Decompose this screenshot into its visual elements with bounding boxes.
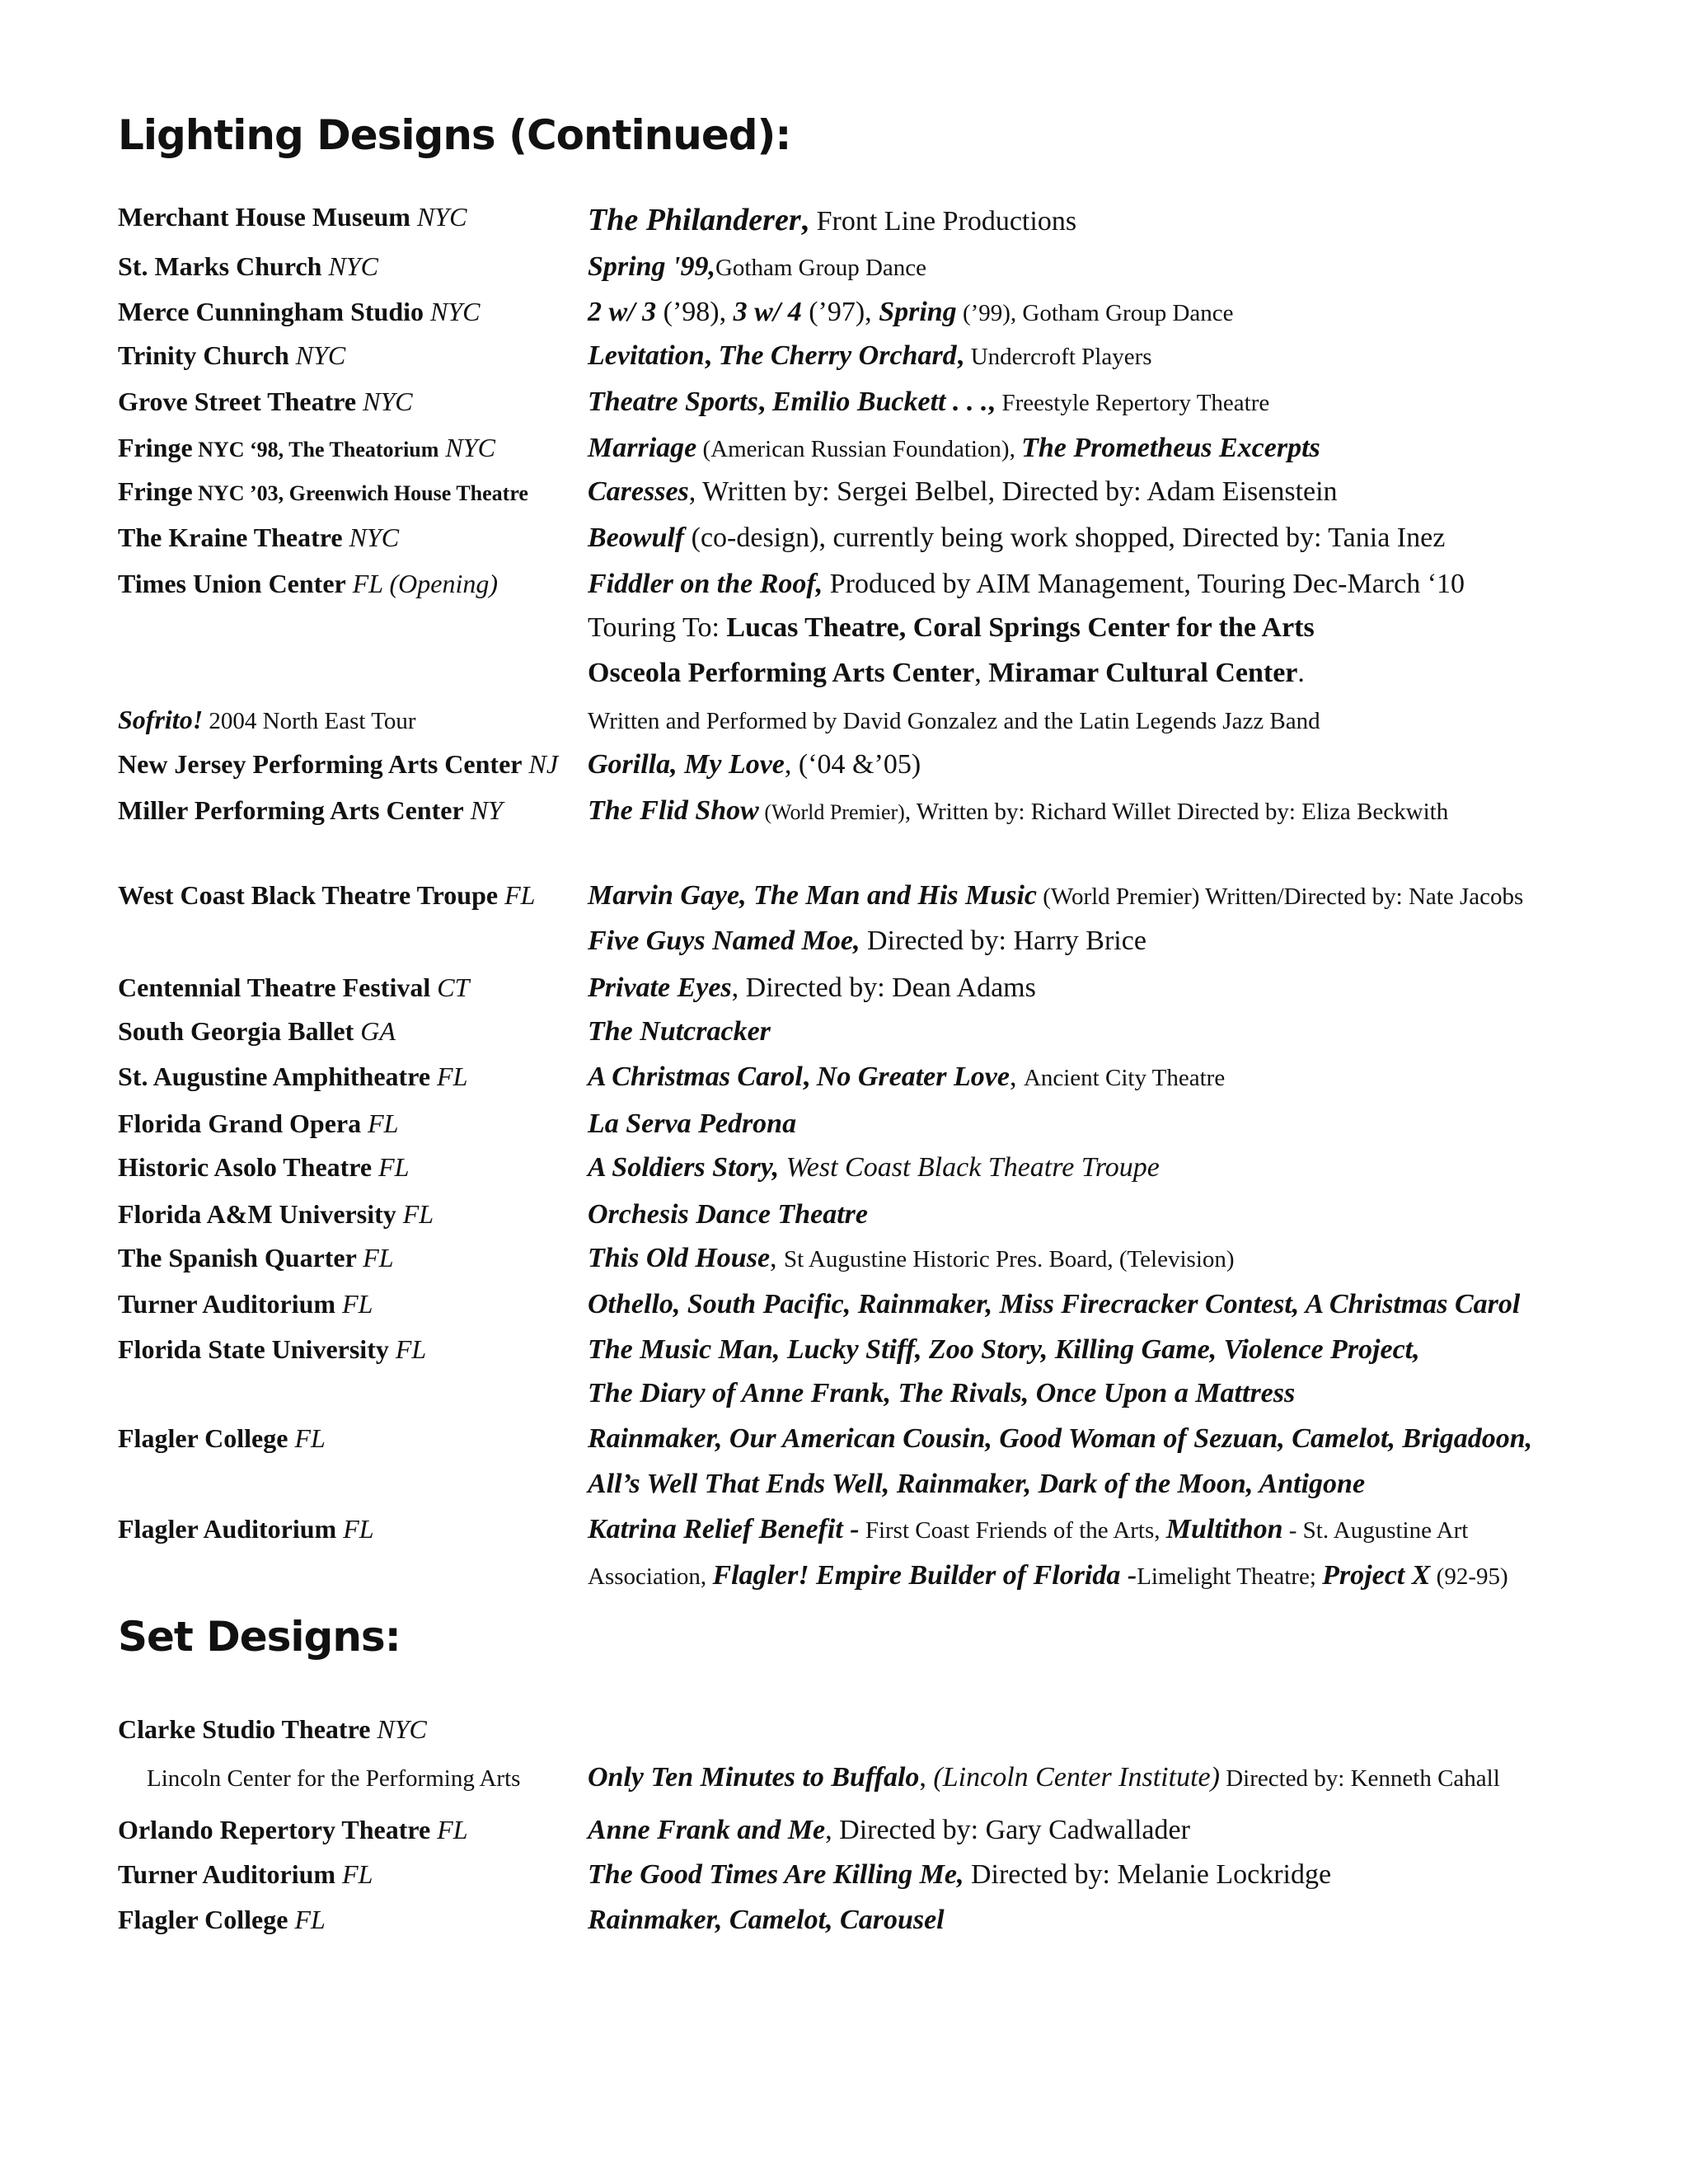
venue <box>118 251 378 282</box>
venue-location: NYC <box>363 387 413 416</box>
credit-text: , <box>974 658 989 688</box>
production-credits <box>588 387 1269 418</box>
credit-row <box>0 1016 1688 1057</box>
venue <box>118 972 469 1003</box>
credit-row <box>0 340 1688 382</box>
venue-name: Centennial Theatre Festival <box>118 972 431 1002</box>
venue-detail: NYC ‘98, The Theatorium <box>192 438 439 462</box>
credit-row <box>0 1859 1688 1900</box>
venue <box>118 880 535 911</box>
credit-row <box>0 433 1688 474</box>
credit-text: Only Ten Minutes to Buffalo <box>588 1762 920 1793</box>
credit-row <box>0 926 1688 967</box>
credit-text: First Coast Friends of the Arts, <box>859 1517 1166 1544</box>
venue-name: Turner Auditorium <box>118 1289 336 1319</box>
credit-text: , Written by: Sergei Belbel, Directed by: Adam Eisenstein <box>688 476 1338 507</box>
production-credits <box>588 658 1305 689</box>
venue-location: NYC <box>349 523 400 552</box>
credit-row <box>0 1714 1688 1755</box>
venue-location: FL <box>368 1108 399 1138</box>
credit-text: Limelight Theatre; <box>1137 1563 1323 1590</box>
venue <box>118 1859 373 1890</box>
venue-name: Historic Asolo Theatre <box>118 1152 373 1182</box>
set-designs-heading: Set Designs: <box>118 1613 401 1661</box>
credit-text: Ancient City Theatre <box>1023 1065 1226 1091</box>
venue <box>118 1815 468 1845</box>
credit-text: No Greater Love <box>816 1062 1010 1092</box>
credit-text: The Flid Show <box>588 795 759 826</box>
venue <box>118 433 495 463</box>
credit-text: . <box>1297 658 1305 688</box>
venue <box>118 569 498 599</box>
venue-location: FL <box>437 1815 468 1844</box>
credit-row <box>0 523 1688 564</box>
lighting-designs-heading: Lighting Designs (Continued): <box>118 111 791 159</box>
production-credits <box>588 795 1448 827</box>
production-credits <box>588 1560 1508 1591</box>
credit-row <box>0 1289 1688 1330</box>
production-credits <box>588 972 1036 1004</box>
credit-row <box>0 1334 1688 1376</box>
credit-row <box>0 880 1688 921</box>
credit-text: , Directed by: Gary Cadwallader <box>825 1815 1190 1845</box>
credit-text: Theatre Sports <box>588 387 758 417</box>
credit-text: (’97), <box>801 297 879 327</box>
venue-location: CT <box>437 972 470 1002</box>
credit-text: , <box>704 340 719 371</box>
venue-name: New Jersey Performing Arts Center <box>118 749 523 779</box>
credit-text: , <box>1009 1062 1024 1092</box>
credit-text: Private Eyes <box>588 972 732 1003</box>
venue <box>118 1062 467 1092</box>
credit-row <box>0 972 1688 1014</box>
credit-text: Directed by: Harry Brice <box>860 926 1146 956</box>
production-credits <box>588 1062 1225 1093</box>
credit-text: A Soldiers Story, <box>588 1152 780 1183</box>
venue-location: NYC <box>377 1714 427 1744</box>
venue <box>118 1289 373 1319</box>
venue-name: West Coast Black Theatre Troupe <box>118 880 499 910</box>
venue-name: Merchant House Museum <box>118 202 410 232</box>
credit-text: Freestyle Repertory Theatre <box>1001 390 1270 416</box>
production-credits <box>588 1859 1331 1891</box>
venue-location: NY <box>470 795 503 825</box>
venue-location: FL <box>294 1905 326 1934</box>
venue-name: Florida State University <box>118 1334 389 1364</box>
venue-name: Florida Grand Opera <box>118 1108 362 1138</box>
production-credits <box>588 569 1465 600</box>
credit-text: Five Guys Named Moe, <box>588 926 860 956</box>
venue-location: FL <box>402 1199 434 1229</box>
credit-text: Othello, South Pacific, Rainmaker, Miss Firecracker Contest, A Christmas Carol <box>588 1289 1521 1319</box>
production-credits <box>588 1334 1420 1366</box>
venue-location: NYC <box>416 202 467 232</box>
credit-row <box>0 795 1688 837</box>
credit-text: Touring To: <box>588 612 727 643</box>
venue-location: NYC <box>328 251 378 281</box>
credit-row <box>0 1378 1688 1419</box>
venue <box>118 705 416 735</box>
credit-text: Marvin Gaye, The Man and His Music <box>588 880 1037 911</box>
credit-text: The Philanderer <box>588 203 801 237</box>
credit-row <box>0 1762 1688 1803</box>
credit-row <box>0 202 1688 243</box>
credit-text: Anne Frank and Me <box>588 1815 826 1845</box>
credit-text: Flagler! Empire Builder of Florida - <box>712 1560 1137 1591</box>
credit-text: , <box>757 387 772 417</box>
venue-name: Florida A&M University <box>118 1199 396 1229</box>
credit-text: Association, <box>588 1563 713 1590</box>
credit-text: Levitation <box>588 340 705 371</box>
credit-row <box>0 1815 1688 1856</box>
credit-row <box>0 612 1688 654</box>
production-credits <box>588 926 1146 957</box>
venue-location: FL <box>342 1289 373 1319</box>
venue-name: Clarke Studio Theatre <box>118 1714 371 1744</box>
venue <box>118 340 345 371</box>
credit-text: Lucas Theatre, Coral Springs Center for the Arts <box>726 612 1315 643</box>
venue-name: Flagler College <box>118 1905 288 1934</box>
venue-name: Trinity Church <box>118 340 289 370</box>
venue-location: GA <box>360 1016 396 1046</box>
credit-text: The Music Man, Lucky Stiff, Zoo Story, Killing Game, Violence Project, <box>588 1334 1420 1365</box>
production-credits <box>588 1514 1468 1545</box>
credit-text: Caresses <box>588 476 689 507</box>
credit-text: Osceola Performing Arts Center <box>588 658 975 688</box>
credit-row <box>0 1423 1688 1465</box>
venue <box>118 795 503 826</box>
venue-name: Fringe <box>118 476 193 506</box>
production-credits <box>588 1108 796 1140</box>
production-credits <box>588 1152 1160 1183</box>
credit-text: Produced by AIM Management, Touring Dec-March ‘10 <box>823 569 1465 599</box>
production-credits <box>588 297 1234 328</box>
credit-text: The Prometheus Excerpts <box>1021 433 1320 463</box>
venue-name: 2004 North East Tour <box>203 708 416 734</box>
credit-text: Project X <box>1322 1560 1431 1591</box>
venue <box>147 1762 520 1793</box>
venue-location: NYC <box>430 297 481 326</box>
production-credits <box>588 1016 771 1047</box>
venue-location: NYC <box>295 340 346 370</box>
venue-name: Merce Cunningham Studio <box>118 297 424 326</box>
venue <box>118 1905 326 1935</box>
production-credits <box>588 1289 1520 1320</box>
credit-text: Miramar Cultural Center <box>988 658 1298 688</box>
production-credits <box>588 1469 1365 1500</box>
credit-text: Katrina Relief Benefit - <box>588 1514 860 1544</box>
credit-text: Orchesis Dance Theatre <box>588 1199 868 1230</box>
venue-location: FL <box>504 880 536 910</box>
credit-text: , <box>802 1062 817 1092</box>
production-credits <box>588 202 1076 238</box>
venue-location: FL <box>378 1152 410 1182</box>
credit-text: Spring '99, <box>588 251 715 282</box>
credit-row <box>0 387 1688 428</box>
venue-name: St. Augustine Amphitheatre <box>118 1062 431 1091</box>
venue-location: NYC <box>445 433 495 462</box>
credit-text: , Written by: Richard Willet Directed by: Eliza Beckwith <box>904 799 1449 825</box>
credit-text: 3 w/ 4 <box>733 297 802 327</box>
venue-name: Sofrito! <box>118 705 204 734</box>
venue-location: FL <box>343 1514 374 1544</box>
production-credits <box>588 1762 1500 1793</box>
credit-text: Directed by: Melanie Lockridge <box>964 1859 1332 1890</box>
credit-text: Directed by: Kenneth Cahall <box>1219 1765 1500 1792</box>
venue <box>118 1243 394 1273</box>
production-credits <box>588 433 1320 464</box>
credit-text: (American Russian Foundation), <box>696 436 1022 462</box>
credit-row <box>0 1243 1688 1284</box>
venue-location: FL <box>437 1062 468 1091</box>
production-credits <box>588 1243 1235 1274</box>
credit-text: Beowulf <box>588 523 685 553</box>
venue-location: FL <box>294 1423 326 1453</box>
venue-location: FL <box>342 1859 373 1889</box>
venue-name: Grove Street Theatre <box>118 387 357 416</box>
credit-text: Front Line Productions <box>816 206 1077 237</box>
credit-row <box>0 705 1688 746</box>
credit-text: Rainmaker, Camelot, Carousel <box>588 1905 945 1935</box>
credit-text: Written and Performed by David Gonzalez and the Latin Legends Jazz Band <box>588 708 1320 734</box>
credit-row <box>0 1514 1688 1555</box>
credit-row <box>0 1905 1688 1946</box>
production-credits <box>588 476 1338 508</box>
credit-text: (Lincoln Center Institute) <box>933 1762 1220 1793</box>
venue <box>118 1152 409 1183</box>
venue-name: Orlando Repertory Theatre <box>118 1815 431 1844</box>
credit-text: Gotham Group Dance <box>715 255 927 281</box>
venue <box>118 387 413 417</box>
venue-name: Turner Auditorium <box>118 1859 336 1889</box>
venue <box>118 1199 434 1230</box>
credit-text: (World Premier) Written/Directed by: Nate Jacobs <box>1037 883 1524 910</box>
credit-row <box>0 1062 1688 1103</box>
credit-row <box>0 476 1688 518</box>
credit-text: The Diary of Anne Frank, The Rivals, Once Upon a Mattress <box>588 1378 1296 1408</box>
credit-text: A Christmas Carol <box>588 1062 803 1092</box>
credit-text: The Cherry Orchard <box>718 340 957 371</box>
venue-location: FL (Opening) <box>352 569 499 598</box>
production-credits <box>588 705 1320 736</box>
production-credits <box>588 1815 1190 1846</box>
production-credits <box>588 1199 868 1230</box>
credit-text: The Nutcracker <box>588 1016 771 1047</box>
venue-name: Miller Performing Arts Center <box>118 795 464 825</box>
venue <box>118 1714 427 1745</box>
credit-row <box>0 1560 1688 1601</box>
credit-text: , <box>956 340 971 371</box>
credit-text: Emilio Buckett . . . <box>771 387 988 417</box>
credit-text: Fiddler on the Roof, <box>588 569 823 599</box>
credit-text: Spring <box>879 297 957 327</box>
production-credits <box>588 749 921 780</box>
production-credits <box>588 1905 945 1936</box>
venue-location: NJ <box>528 749 559 779</box>
production-credits <box>588 612 1315 644</box>
production-credits <box>588 251 926 283</box>
venue-name: Times Union Center <box>118 569 346 598</box>
venue-name: South Georgia Ballet <box>118 1016 354 1046</box>
credit-text: All’s Well That Ends Well, Rainmaker, Dark of the Moon, Antigone <box>588 1469 1366 1499</box>
credit-text: 2 w/ 3 <box>588 297 657 327</box>
credit-text: St Augustine Historic Pres. Board, (Television) <box>784 1246 1235 1272</box>
venue <box>118 749 558 780</box>
venue-name: St. Marks Church <box>118 251 322 281</box>
credit-text: , <box>987 387 1002 417</box>
credit-text: (92-95) <box>1430 1563 1508 1590</box>
venue <box>118 1016 396 1047</box>
credit-text: , (‘04 &’05) <box>784 749 921 780</box>
venue <box>118 297 481 327</box>
venue-name: Lincoln Center for the Performing Arts <box>147 1765 521 1792</box>
credit-text: , Directed by: Dean Adams <box>731 972 1036 1003</box>
venue-name: The Kraine Theatre <box>118 523 343 552</box>
credit-text: Marriage <box>588 433 697 463</box>
venue-location: FL <box>363 1243 394 1272</box>
venue <box>118 523 399 553</box>
venue <box>118 1334 426 1365</box>
credit-row <box>0 569 1688 610</box>
credit-text: Multithon <box>1165 1514 1283 1544</box>
credit-text: , <box>800 203 817 237</box>
credit-row <box>0 1199 1688 1240</box>
venue-name: The Spanish Quarter <box>118 1243 363 1272</box>
production-credits <box>588 523 1445 554</box>
credit-text: Rainmaker, Our American Cousin, Good Woman of Sezuan, Camelot, Brigadoon, <box>588 1423 1533 1454</box>
venue-detail: NYC ’03, Greenwich House Theatre <box>192 481 528 505</box>
venue-location: FL <box>395 1334 427 1364</box>
credit-text: The Good Times Are Killing Me, <box>588 1859 964 1890</box>
venue-name: Flagler College <box>118 1423 288 1453</box>
credit-row <box>0 1152 1688 1193</box>
production-credits <box>588 340 1152 372</box>
credit-row <box>0 658 1688 699</box>
production-credits <box>588 1378 1295 1409</box>
venue-name: Fringe <box>118 433 193 462</box>
credit-text: , <box>770 1243 785 1273</box>
credit-text: Undercroft Players <box>970 344 1152 370</box>
credit-text: (’98), <box>656 297 734 327</box>
credit-text: , <box>919 1762 934 1793</box>
credit-text: (World Premier) <box>758 800 905 824</box>
production-credits <box>588 880 1523 912</box>
venue <box>118 476 528 507</box>
venue <box>118 1423 326 1454</box>
venue-name: Flagler Auditorium <box>118 1514 344 1544</box>
credit-text: (co-design), currently being work shopped, Directed by: Tania Inez <box>684 523 1446 553</box>
venue <box>118 1514 374 1544</box>
credit-row <box>0 251 1688 293</box>
venue <box>118 1108 398 1139</box>
venue <box>118 202 467 232</box>
credit-text: Gorilla, My Love <box>588 749 785 780</box>
credit-row <box>0 1108 1688 1150</box>
credit-row <box>0 297 1688 338</box>
credit-text: This Old House <box>588 1243 771 1273</box>
credit-text: - St. Augustine Art <box>1282 1517 1469 1544</box>
credit-text: La Serva Pedrona <box>588 1108 797 1139</box>
credit-row <box>0 749 1688 790</box>
production-credits <box>588 1423 1532 1455</box>
credit-text: (’99), Gotham Group Dance <box>956 300 1234 326</box>
credit-row <box>0 1469 1688 1510</box>
credit-text: West Coast Black Theatre Troupe <box>779 1152 1160 1183</box>
